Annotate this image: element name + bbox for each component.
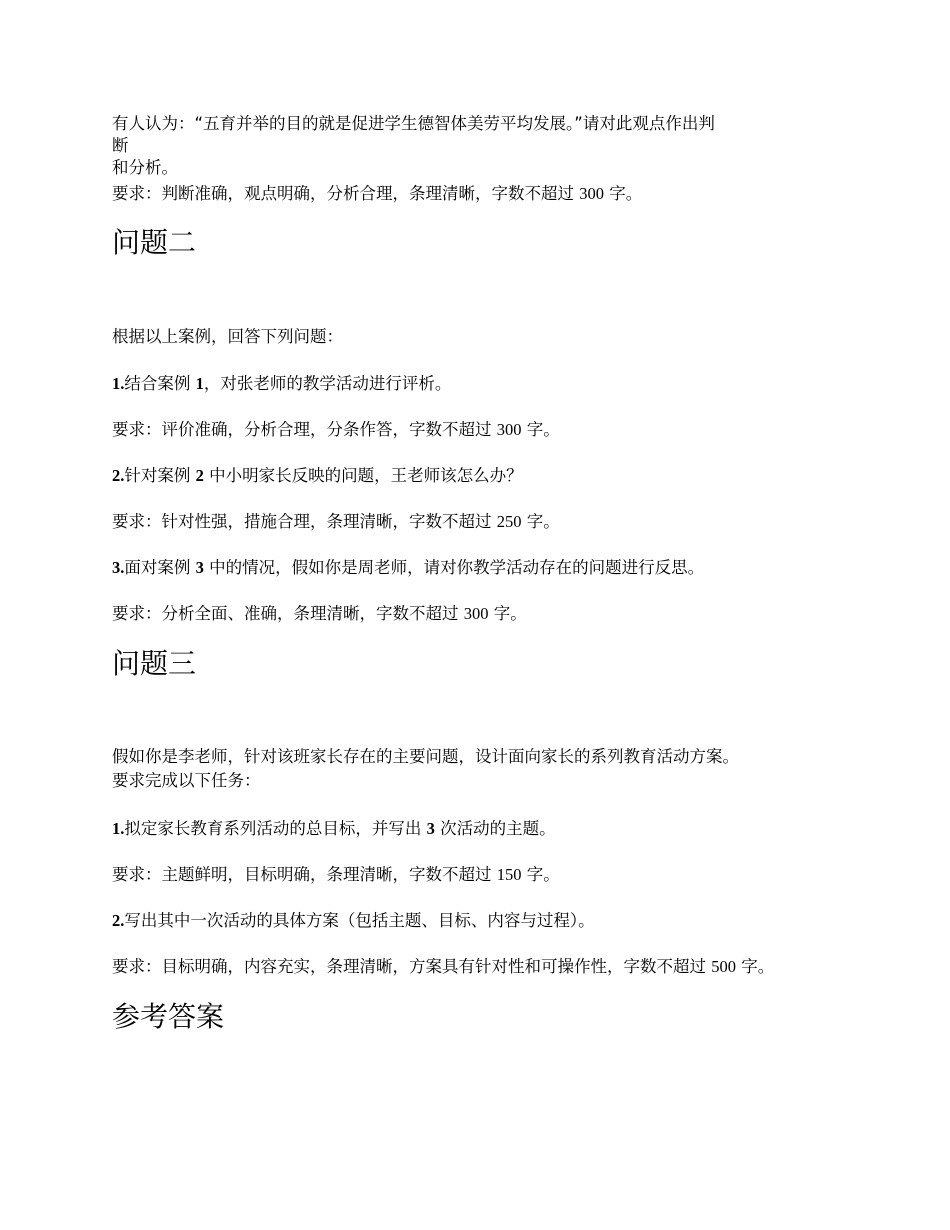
item-number: 1.	[112, 374, 125, 393]
question-two-item-2	[112, 465, 523, 487]
word-limit: 250	[496, 512, 522, 531]
intro-question-text-wrap: 断	[112, 136, 129, 155]
case-number: 1	[195, 374, 204, 393]
intro-question-text: 有人认为：“五育并举的目的就是促进学生德智体美劳平均发展。”请对此观点作出判	[112, 114, 715, 133]
word-limit: 300	[463, 604, 489, 623]
word-limit: 150	[496, 865, 522, 884]
item-text: 结合案例	[124, 374, 196, 393]
question-two-item-2-requirement	[112, 511, 560, 533]
item-text-rest: 中的情况，假如你是周老师，请对你教学活动存在的问题进行反思。	[203, 558, 705, 577]
requirement-text: 要求：目标明确，内容充实，条理清晰，方案具有针对性和可操作性，字数不超过	[112, 957, 712, 976]
question-two-item-1	[112, 373, 451, 395]
question-three-lead-2: 要求完成以下任务：	[112, 771, 261, 790]
item-number: 3.	[112, 558, 125, 577]
item-number: 1.	[112, 819, 125, 838]
reference-answers-heading: 参考答案	[112, 1000, 225, 1033]
question-two-lead: 根据以上案例，回答下列问题：	[112, 327, 343, 346]
item-number: 2.	[112, 466, 125, 485]
requirement-suffix: 字。	[488, 604, 527, 623]
item-text: 面对案例	[124, 558, 196, 577]
question-three-item-1-requirement	[112, 864, 560, 886]
intro-requirement-suffix: 字。	[604, 184, 643, 203]
question-two-item-3-requirement	[112, 603, 527, 625]
question-three-item-2	[112, 910, 595, 932]
requirement-text: 要求：评价准确，分析合理，分条作答，字数不超过	[112, 420, 497, 439]
question-three-heading: 问题三	[112, 647, 197, 680]
item-number: 2.	[112, 911, 125, 930]
intro-question-line-2	[112, 135, 129, 157]
item-text: 写出其中一次活动的具体方案（包括主题、目标、内容与过程）。	[124, 911, 595, 930]
intro-question-line-1	[112, 113, 715, 135]
case-number: 2	[195, 466, 204, 485]
requirement-suffix: 字。	[521, 512, 560, 531]
case-number: 3	[195, 558, 204, 577]
item-text-rest: 次活动的主题。	[434, 819, 556, 838]
item-text: 拟定家长教育系列活动的总目标，并写出	[124, 819, 427, 838]
requirement-text: 要求：分析全面、准确，条理清晰，字数不超过	[112, 604, 464, 623]
intro-requirement-text: 要求：判断准确，观点明确，分析合理，条理清晰，字数不超过	[112, 184, 580, 203]
question-three-lead-1: 假如你是李老师，针对该班家长存在的主要问题，设计面向家长的系列教育活动方案。	[112, 747, 739, 766]
intro-word-limit: 300	[579, 184, 604, 203]
question-two-item-1-requirement	[112, 419, 560, 441]
activity-count: 3	[426, 819, 435, 838]
intro-question-line-3	[112, 157, 178, 179]
question-three-item-1	[112, 818, 556, 840]
requirement-text: 要求：主题鲜明，目标明确，条理清晰，字数不超过	[112, 865, 497, 884]
question-three-item-2-requirement	[112, 956, 774, 978]
word-limit: 500	[711, 957, 736, 976]
question-two-item-3	[112, 557, 704, 579]
requirement-suffix: 字。	[736, 957, 775, 976]
requirement-suffix: 字。	[521, 865, 560, 884]
intro-requirement	[112, 183, 642, 205]
question-two-heading: 问题二	[112, 226, 197, 259]
intro-question-text-end: 和分析。	[112, 158, 178, 177]
requirement-text: 要求：针对性强，措施合理，条理清晰，字数不超过	[112, 512, 497, 531]
word-limit: 300	[496, 420, 522, 439]
item-text: 针对案例	[124, 466, 196, 485]
item-text-rest: ，对张老师的教学活动进行评析。	[203, 374, 452, 393]
requirement-suffix: 字。	[521, 420, 560, 439]
item-text-rest: 中小明家长反映的问题，王老师该怎么办？	[203, 466, 523, 485]
